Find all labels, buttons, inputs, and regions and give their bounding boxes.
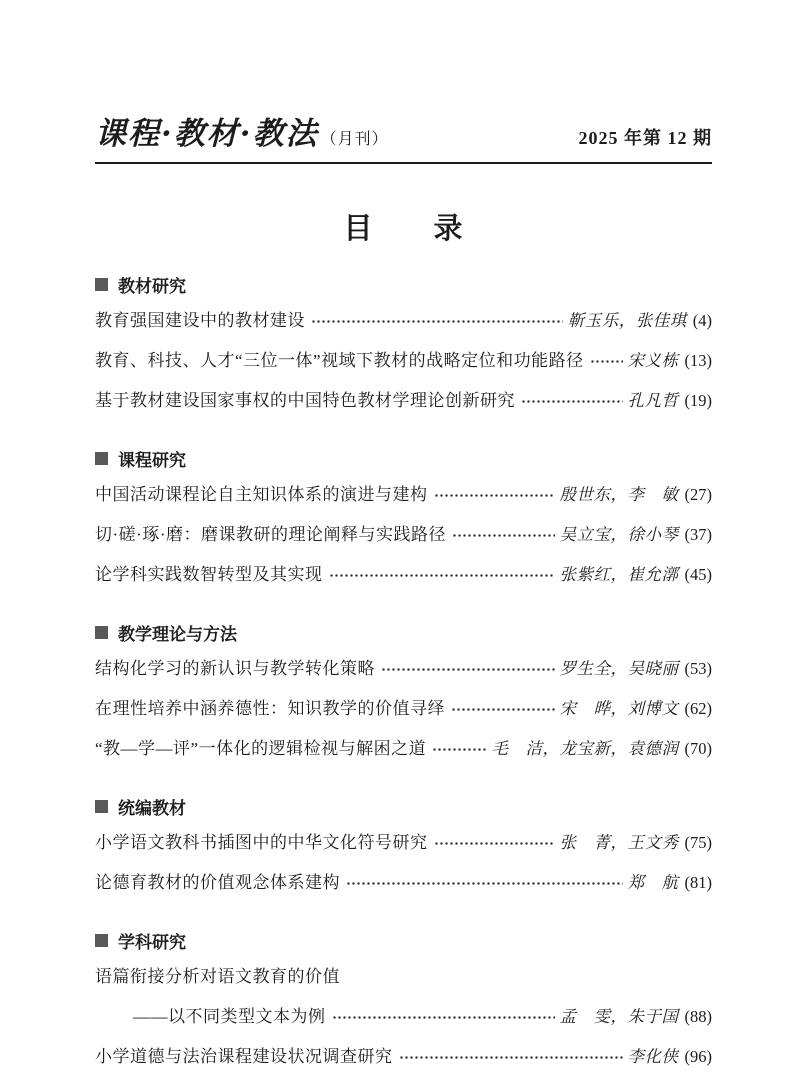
section-label: 课程研究: [118, 450, 186, 471]
entry-title: 在理性培养中涵养德性：知识教学的价值寻绎: [95, 699, 445, 718]
section-label: 教材研究: [118, 276, 186, 297]
section-entries: [95, 301, 712, 421]
toc-entry-row: [95, 689, 712, 729]
entry-authors: 李化侠: [627, 1047, 679, 1066]
entry-authors: 张 菁，王文秀: [559, 833, 679, 852]
dot-leader-icon: [400, 1056, 623, 1059]
entry-title: 小学语文教科书插图中的中华文化符号研究: [95, 833, 428, 852]
entry-page-number: (27): [684, 485, 712, 504]
entry-title: 教育、科技、人才“三位一体”视域下教材的战略定位和功能路径: [95, 351, 584, 370]
dot-leader-icon: [435, 494, 555, 497]
entry-page-number: (88): [684, 1007, 712, 1026]
section-marker-icon: [95, 452, 108, 465]
dot-leader-icon: [452, 708, 555, 711]
toc-entry-row: [95, 729, 712, 769]
toc-entry-row: [95, 301, 712, 341]
entry-authors: 郑 航: [627, 873, 679, 892]
toc-entry-row: [95, 555, 712, 595]
section-header: [95, 443, 712, 473]
section-marker-icon: [95, 800, 108, 813]
section-entries: [95, 475, 712, 595]
entry-title: 结构化学习的新认识与教学转化策略: [95, 659, 375, 678]
section-header: [95, 791, 712, 821]
entry-title: 论德育教材的价值观念体系建构: [95, 873, 340, 892]
toc-entry-row: [95, 1037, 712, 1077]
dot-leader-icon: [312, 320, 563, 323]
section-label: 学科研究: [118, 932, 186, 953]
entry-page-number: (37): [684, 525, 712, 544]
toc-section: [95, 791, 712, 903]
dot-leader-icon: [433, 748, 486, 751]
entry-title: ——以不同类型文本为例: [133, 1007, 326, 1026]
toc-entry-row: [95, 649, 712, 689]
toc-entry-row: [95, 475, 712, 515]
entry-page-number: (4): [692, 311, 712, 330]
entry-authors: 宋义栋: [627, 351, 679, 370]
section-entries: [95, 957, 712, 1077]
entry-authors: 靳玉乐，张佳琪: [567, 311, 687, 330]
section-entries: [95, 823, 712, 903]
toc-section: [95, 443, 712, 595]
entry-title: 语篇衔接分析对语文教育的价值: [95, 967, 340, 986]
toc-entry-row: [95, 381, 712, 421]
dot-leader-icon: [330, 574, 555, 577]
dot-leader-icon: [522, 400, 623, 403]
entry-page-number: (96): [684, 1047, 712, 1066]
toc-entry-row: [95, 957, 712, 997]
journal-brand: [95, 108, 389, 153]
entry-title: 小学道德与法治课程建设状况调查研究: [95, 1047, 393, 1066]
entry-page-number: (53): [684, 659, 712, 678]
journal-frequency-label: （月刊）: [320, 131, 389, 148]
entry-page-number: (45): [684, 565, 712, 584]
toc-sections: [95, 269, 712, 1077]
section-header: [95, 925, 712, 955]
entry-page-number: (62): [684, 699, 712, 718]
entry-page-number: (13): [684, 351, 712, 370]
toc-section: [95, 269, 712, 421]
entry-authors: 孔凡哲: [627, 391, 679, 410]
section-header: [95, 617, 712, 647]
entry-authors: 宋 晔，刘博文: [559, 699, 679, 718]
dot-leader-icon: [347, 882, 623, 885]
entry-authors: 张紫红，崔允漷: [559, 565, 679, 584]
entry-page-number: (81): [684, 873, 712, 892]
entry-page-number: (70): [684, 739, 712, 758]
entry-authors: 毛 洁，龙宝新，袁德润: [491, 739, 679, 758]
toc-title: 目 录: [343, 211, 464, 245]
toc-entry-row: [95, 341, 712, 381]
toc-entry-row: [95, 515, 712, 555]
dot-leader-icon: [435, 842, 555, 845]
journal-name: 课程·教材·教法: [95, 116, 319, 152]
section-marker-icon: [95, 278, 108, 291]
entry-authors: 吴立宝，徐小琴: [559, 525, 679, 544]
section-label: 统编教材: [118, 798, 186, 819]
dot-leader-icon: [591, 360, 623, 363]
entry-title: 教育强国建设中的教材建设: [95, 311, 305, 330]
entry-page-number: (75): [684, 833, 712, 852]
dot-leader-icon: [333, 1016, 555, 1019]
section-header: [95, 269, 712, 299]
section-marker-icon: [95, 934, 108, 947]
toc-entry-row: [95, 823, 712, 863]
entry-title: 基于教材建设国家事权的中国特色教材学理论创新研究: [95, 391, 515, 410]
entry-title: 中国活动课程论自主知识体系的演进与建构: [95, 485, 428, 504]
masthead-divider: [95, 162, 712, 164]
section-label: 教学理论与方法: [118, 624, 237, 645]
dot-leader-icon: [382, 668, 555, 671]
toc-section: [95, 617, 712, 769]
entry-title: 切·磋·琢·磨：磨课教研的理论阐释与实践路径: [95, 525, 446, 544]
section-marker-icon: [95, 626, 108, 639]
entry-authors: 罗生全，吴晓丽: [559, 659, 679, 678]
section-entries: [95, 649, 712, 769]
masthead: [95, 108, 712, 153]
toc-entry-row: [95, 997, 712, 1037]
entry-authors: 殷世东，李 敏: [559, 485, 679, 504]
entry-authors: 孟 雯，朱于国: [559, 1007, 679, 1026]
toc-section: [95, 925, 712, 1077]
entry-title: “教—学—评”一体化的逻辑检视与解困之道: [95, 739, 427, 758]
entry-page-number: (19): [684, 391, 712, 410]
entry-title: 论学科实践数智转型及其实现: [95, 565, 323, 584]
toc-entry-row: [95, 863, 712, 903]
dot-leader-icon: [453, 534, 555, 537]
issue-label: 2025 年第 12 期: [578, 128, 712, 148]
